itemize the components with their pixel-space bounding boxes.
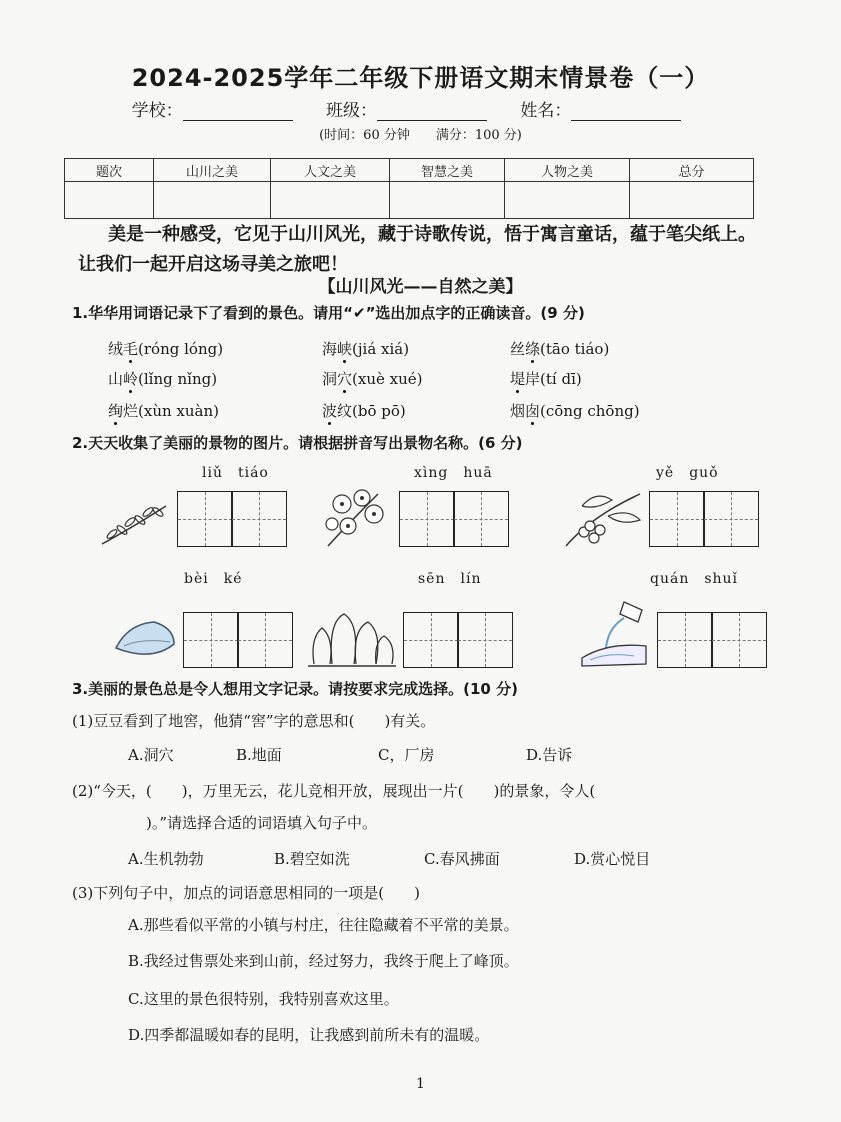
q3-part2-option[interactable]: D.赏心悦目 xyxy=(574,850,651,868)
question-1-title: 1.华华用词语记录下了看到的景色。请用“✔”选出加点字的正确读音。(9 分) xyxy=(72,304,585,322)
score-header: 山川之美 xyxy=(154,159,271,182)
name-field[interactable] xyxy=(571,102,681,121)
score-cell[interactable] xyxy=(154,182,271,219)
pinyin-label: sēn lín xyxy=(418,571,482,587)
page-title: 2024-2025学年二年级下册语文期末情景卷（一） xyxy=(131,64,710,92)
forest-icon xyxy=(306,608,398,670)
q1-word-item[interactable]: 洞穴(xuè xué) xyxy=(322,370,423,388)
q3-part3-option[interactable]: C.这里的景色很特别，我特别喜欢这里。 xyxy=(128,990,399,1008)
score-cell[interactable] xyxy=(630,182,754,219)
score-table xyxy=(64,158,754,219)
pinyin-label: liǔ tiáo xyxy=(202,465,269,481)
q1-word-item[interactable]: 山岭(lǐng nǐng) xyxy=(108,370,218,388)
q3-part3-text: (3)下列句子中，加点的词语意思相同的一项是( ) xyxy=(72,884,420,902)
q3-part1-option[interactable]: C，厂房 xyxy=(378,746,435,764)
question-3-title: 3.美丽的景色总是令人想用文字记录。请按要求完成选择。(10 分) xyxy=(72,680,518,698)
writing-grid-liutiao[interactable] xyxy=(178,491,287,547)
school-field[interactable] xyxy=(183,102,293,121)
score-cell[interactable] xyxy=(65,182,154,219)
pinyin-label: xìng huā xyxy=(414,465,493,481)
q3-part1-option[interactable]: A.洞穴 xyxy=(128,746,174,764)
q3-part2-text: (2)“今天，( )，万里无云，花儿竞相开放，展现出一片( )的景象，令人( xyxy=(72,782,596,800)
q3-part3-option[interactable]: D.四季都温暖如春的昆明，让我感到前所未有的温暖。 xyxy=(128,1026,490,1044)
score-cell[interactable] xyxy=(390,182,505,219)
q1-word-item[interactable]: 绚烂(xùn xuàn) xyxy=(108,402,219,420)
writing-grid-beike[interactable] xyxy=(184,612,293,668)
writing-grid-quanshui[interactable] xyxy=(658,612,767,668)
q1-word-item[interactable]: 堤岸(tí dī) xyxy=(510,370,582,388)
apricot-flower-icon xyxy=(318,484,394,550)
q1-word-item[interactable]: 烟囱(cōng chōng) xyxy=(510,402,640,420)
pinyin-label: yě guǒ xyxy=(656,465,719,481)
q3-part3-option[interactable]: B.我经过售票处来到山前，经过努力，我终于爬上了峰顶。 xyxy=(128,952,519,970)
willow-branch-icon xyxy=(98,500,170,550)
q3-part2-option[interactable]: C.春风拂面 xyxy=(424,850,500,868)
name-label: 姓名： xyxy=(520,101,572,121)
q1-word-item[interactable]: 丝绦(tāo tiáo) xyxy=(510,340,610,358)
pinyin-label: quán shuǐ xyxy=(650,571,739,587)
seashell-icon xyxy=(112,618,178,662)
q3-part1-option[interactable]: B.地面 xyxy=(236,746,282,764)
writing-grid-senlin[interactable] xyxy=(404,612,513,668)
q1-word-item[interactable]: 波纹(bō pō) xyxy=(322,402,406,420)
class-field[interactable] xyxy=(377,102,487,121)
page-number: 1 xyxy=(416,1076,425,1092)
time-score-line: (时间：60 分钟 满分：100 分) xyxy=(319,128,522,143)
q3-part1-text: (1)豆豆看到了地窖，他猜“窖”字的意思和( )有关。 xyxy=(72,712,436,730)
score-cell[interactable] xyxy=(505,182,630,219)
score-header: 题次 xyxy=(65,159,154,182)
score-header: 人物之美 xyxy=(505,159,630,182)
section-heading: 【山川风光——自然之美】 xyxy=(318,277,523,297)
q3-part3-option[interactable]: A.那些看似平常的小镇与村庄，往往隐藏着不平常的美景。 xyxy=(128,916,519,934)
score-header: 总分 xyxy=(630,159,754,182)
student-info xyxy=(0,96,841,121)
q1-word-item[interactable]: 海峡(jiá xiá) xyxy=(322,340,410,358)
q1-word-item[interactable]: 绒毛(róng lóng) xyxy=(108,340,224,358)
pinyin-label: bèi ké xyxy=(184,571,243,587)
score-header: 人文之美 xyxy=(271,159,390,182)
score-cell[interactable] xyxy=(271,182,390,219)
school-label: 学校： xyxy=(131,101,183,121)
intro-paragraph: 美是一种感受，它见于山川风光，藏于诗歌传说，悟于寓言童话，蕴于笔尖纸上。让我们一起开启这场寻美之旅吧！ xyxy=(78,224,756,275)
q3-part2-option[interactable]: B.碧空如洗 xyxy=(274,850,350,868)
writing-grid-xinghua[interactable] xyxy=(400,491,509,547)
q3-part1-option[interactable]: D.告诉 xyxy=(526,746,573,764)
question-2-title: 2.天天收集了美丽的景物的图片。请根据拼音写出景物名称。(6 分) xyxy=(72,434,523,452)
score-header: 智慧之美 xyxy=(390,159,505,182)
class-label: 班级： xyxy=(326,101,377,121)
q3-part2-text-cont: )。”请选择合适的词语填入句子中。 xyxy=(146,814,378,832)
wild-fruit-icon xyxy=(562,486,644,552)
q3-part2-option[interactable]: A.生机勃勃 xyxy=(128,850,204,868)
writing-grid-yeguo[interactable] xyxy=(650,491,759,547)
spring-water-icon xyxy=(578,598,650,670)
